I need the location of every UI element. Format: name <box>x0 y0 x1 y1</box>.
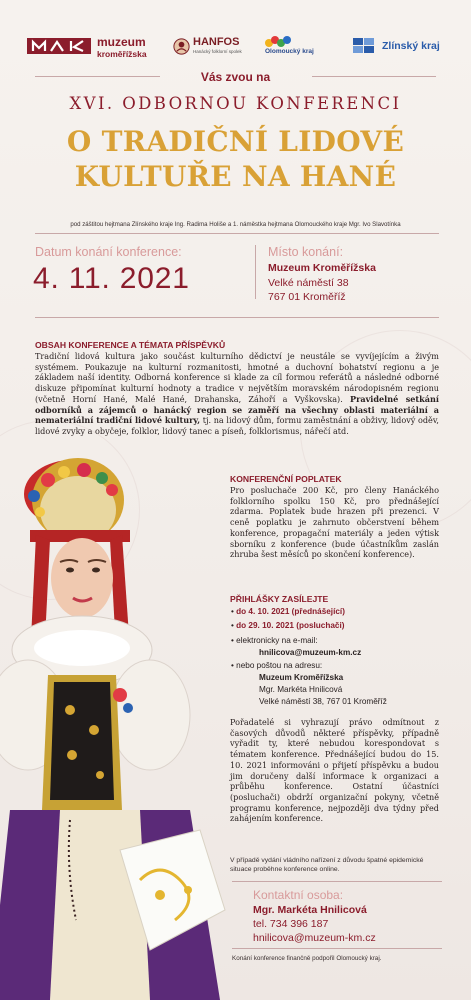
invite-text: Vás zvou na <box>200 70 271 84</box>
support-note: Konání konference finančně podpořil Olomoucký kraj. <box>232 955 382 962</box>
divider <box>35 317 439 318</box>
post-address: Velké náměstí 38, 767 01 Kroměříž <box>259 697 387 706</box>
folk-costume-portrait <box>0 450 235 1000</box>
date-label: Datum konání konference: <box>35 245 182 259</box>
contact-email[interactable]: hnilicova@muzeum-km.cz <box>253 932 376 944</box>
venue-city: 767 01 Kroměříž <box>268 291 346 303</box>
online-note: V případě vydání vládního nařízení z důvodu špatné epidemické situace proběhne konference online. <box>230 857 424 873</box>
conference-title: O TRADIČNÍ LIDOVÉ KULTUŘE NA HANÉ <box>66 125 405 193</box>
fee-text: Pro posluchače 200 Kč, pro členy Hanáckého folklorního spolku 150 Kč, pro přednášející zdarma. Poplatek bude hrazen při prezenci. V ceně poplatku je zahrnuto občerstvení během konference, propagační materiály a jeden výtisk sborníku z konference (bude účastníkům zaslán zhruba šest měsíců po skončení konference). <box>230 485 439 560</box>
post-person: Mgr. Markéta Hnilicová <box>259 685 343 694</box>
muzeum-logo-icon <box>27 38 91 54</box>
post-label: • nebo poštou na adresu: <box>231 661 323 670</box>
hanfos-logo-text: HANFOS Hanácký folklorní spolek <box>193 36 242 54</box>
date-value: 4. 11. 2021 <box>33 262 190 295</box>
zlinsky-kraj-logo-icon <box>353 38 375 54</box>
apply-heading: PŘIHLÁŠKY ZASÍLEJTE <box>230 594 329 604</box>
email-label: • elektronicky na e-mail: <box>231 636 318 645</box>
content-heading: OBSAH KONFERENCE A TÉMATA PŘÍSPĚVKŮ <box>35 340 226 350</box>
contact-phone[interactable]: tel. 734 396 187 <box>253 918 329 930</box>
muzeum-logo-text: muzeum kroměřížska <box>97 35 147 59</box>
contact-name: Mgr. Markéta Hnilicová <box>253 904 367 916</box>
post-name: Muzeum Kroměřížska <box>259 673 344 682</box>
olomoucky-kraj-logo-icon <box>263 35 293 49</box>
patronage-text: pod záštitou hejtmana Zlínského kraje Ing. Radima Holiše a 1. náměstka hejtmana Olomouckého kraje Mgr. Ivo Slavotínka <box>70 221 401 228</box>
venue-street: Velké náměstí 38 <box>268 277 349 289</box>
content-paragraph: Tradiční lidová kultura jako součást kulturního dědictví je neustále se vyvíjejícím a živým systémem. Poukazuje na kulturní rozmanitosti, hmotné a duchovní bohatství regionu a je základem naší identity. Odborná konference si klade za cíl formou referátů a následné odborné diskuze připomínat kulturní hodnoty a tradice v největším moravském národopisném regionu (včetně Horní Hané, Malé Hané, Drahanska, Záhoří a Vyškovska). Pravidelné setkání odborníků a zájemců o hanácký region se zaměří na všechny oblasti materiální a nemateriální tradiční lidové kultury, tj. na lidový dům, formu zaměstnání a obživy, lidový oděv, lidové zvyky a obyčeje, folklor, lidový tanec a píseň, folklorismus, nářečí atd. <box>35 351 440 436</box>
deadline-listeners: • do 29. 10. 2021 (posluchači) <box>231 621 345 630</box>
conference-number: XVI. ODBORNOU KONFERENCI <box>69 94 402 113</box>
contact-label: Kontaktní osoba: <box>253 888 344 902</box>
organizers-text: Pořadatelé si vyhrazují právo odmítnout z časových důvodů některé příspěvky, případně vyřadit ty, které nebudou korespondovat s tématem konference. Přednášející budou do 15. 10. 2021 informováni o přijetí příspěvku a budou jim doručeny další informace k organizaci a průběhu konference. Ostatní účastníci (posluchači) obdrží organizační pokyny, včetně programu konference, nejpozději dva týdny před zahájením konference. <box>230 717 439 824</box>
fee-heading: KONFERENČNÍ POPLATEK <box>230 474 342 484</box>
divider <box>35 233 439 234</box>
divider <box>232 948 442 949</box>
hanfos-logo-icon <box>172 37 191 56</box>
email-link[interactable]: hnilicova@muzeum-km.cz <box>259 648 362 657</box>
venue-name: Muzeum Kroměřížska <box>268 262 376 274</box>
zlinsky-kraj-logo-text: Zlínský kraj <box>382 40 440 52</box>
divider <box>232 881 442 882</box>
olomoucky-kraj-logo-text: Olomoucký kraj <box>265 48 314 55</box>
deadline-speakers: • do 4. 10. 2021 (přednášející) <box>231 607 345 616</box>
venue-label: Místo konání: <box>268 245 344 259</box>
divider <box>255 245 256 299</box>
